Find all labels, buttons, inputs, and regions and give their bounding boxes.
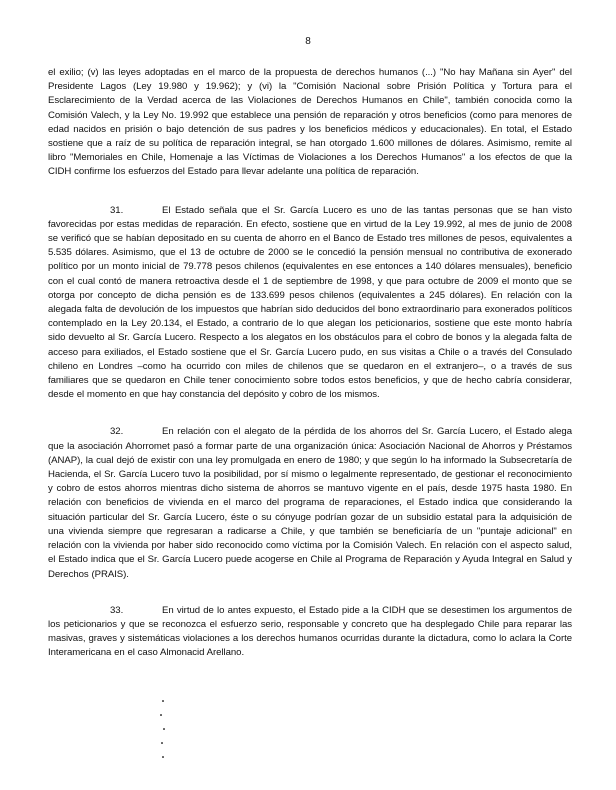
paragraph-text: El Estado señala que el Sr. García Lucero es uno de las tantas personas que se han visto favorecidas por estas medidas de reparación. En efecto, sostiene que en virtud de la Ley 19.992, al mes de junio de 2008 se verificó que se habían depositado en su cuenta de ahorro en el Banco de Estado tres millones de pesos, equivalentes a 5.535 dólares. Asimismo, que el 13 de octubre de 2000 se le concedió la pensión mensual no contributiva de exonerado político por un monto inicial de 79.778 pesos chilenos (equivalentes en ese entonces a 140 dólares mensuales), beneficio con el cual contó de manera retroactiva desde el 1 de septiembre de 1998, y que para octubre de 2009 el monto que se otorga por concepto de dicha pensión es de 133.699 pesos chilenos (equivalentes a 245 dólares). En relación con la alegada falta de devolución de los impuestos que habrían sido deducidos del bono extraordinario para exonerados políticos contemplado en la Ley 20.134, el Estado, a contrario de lo que alegan los peticionarios, sostiene que este monto habría sido devuelto al Sr. García Lucero. Respecto a los alegatos en los obstáculos para el cobro de bonos y la alegada falta de acceso para exiliados, el Estado sostiene que el Sr. García Lucero pudo, en sus visitas a Chile o a través del Consulado chileno en Londres –como ha ocurrido con miles de chilenos que se quedaron en el extranjero–, o a través de sus familiares que se quedaron en Chile tener conocimiento sobre todos estos beneficios, y que de hecho cabría considerar, desde el momento en que hay constancia del depósito y cobro de los mismos. (48, 204, 572, 401)
scan-speck (162, 756, 164, 758)
paragraph-text: el exilio; (v) las leyes adoptadas en el marco de la propuesta de derechos humanos (...) "No hay Mañana sin Ayer" del Presidente Lagos (Ley 19.980 y 19.962); y (vi) la "Comisión Nacional sobre Prisión Política y Tortura para el Esclarecimiento de la Verdad acerca de las Violaciones de Derechos Humanos en Chile", también conocida como la Comisión Valech, y la Ley No. 19.992 que establece una pensión de reparación y otros beneficios (como para menores de edad nacidos en prisión o bajo detención de sus padres y los beneficios médicos y educacionales). En total, el Estado sostiene que a raíz de su política de reparación integral, se han otorgado 1.600 millones de dólares. Asimismo, remite al libro "Memoriales en Chile, Homenaje a las Víctimas de Violaciones a los Derechos Humanos" a los efectos de que la CIDH confirme los esfuerzos del Estado para llevar adelante una política de reparación. (48, 67, 572, 178)
paragraph-number: 32. (110, 426, 124, 438)
paragraph-30-continuation (48, 66, 572, 180)
paragraph-31 (48, 204, 572, 403)
scan-speck (161, 742, 163, 744)
page-number: 8 (305, 36, 311, 47)
paragraph-32 (48, 425, 572, 581)
paragraph-spacer (48, 402, 572, 425)
paragraph-spacer (48, 582, 572, 604)
scan-speck (163, 728, 165, 730)
paragraph-number: 33. (110, 604, 124, 616)
scan-speck (160, 714, 162, 716)
document-body (48, 66, 572, 661)
paragraph-text: En virtud de lo antes expuesto, el Estado pide a la CIDH que se desestimen los argumentos de los peticionarios y que se reconozca el esfuerzo serio, responsable y concreto que ha desplegado Chile para reparar las masivas, graves y sistemáticas violaciones a los derechos humanos ocurridas durante la dictadura, como lo aclara la Corte Interamericana en el caso Almonacid Arellano. (48, 604, 572, 659)
scan-specks (160, 700, 170, 760)
paragraph-text: En relación con el alegato de la pérdida de los ahorros del Sr. García Lucero, el Estado alega que la asociación Ahorromet pasó a formar parte de una organización única: Asociación Nacional de Ahorros y Préstamos (ANAP), la cual dejó de existir con una ley promulgada en enero de 1980; y que según lo ha informado la Subsecretaría de Hacienda, el Sr. García Lucero tuvo la posibilidad, por sí mismo o legalmente representado, de gestionar el reconocimiento y cobro de estos ahorros mientras dicho sistema de ahorros se mantuvo vigente en el país, desde 1975 hasta 1980. En relación con beneficios de vivienda en el marco del programa de reparaciones, el Estado indica que considerando la situación particular del Sr. García Lucero, éste o su cónyuge podrían gozar de un subsidio estatal para la adquisición de una vivienda siempre que regresaran a radicarse a Chile, y que también se beneficiaría de un "puntaje adicional" en relación con la vivienda por haber sido reconocido como víctima por la Comisión Valech. En relación con el aspecto salud, el Estado indica que el Sr. García Lucero puede acogerse en Chile al Programa de Reparación y Ayuda Integral en Salud y Derechos (PRAIS). (48, 426, 572, 580)
paragraph-33 (48, 604, 572, 661)
scan-speck (162, 700, 164, 702)
paragraph-number: 31. (110, 204, 124, 216)
paragraph-spacer (48, 180, 572, 204)
